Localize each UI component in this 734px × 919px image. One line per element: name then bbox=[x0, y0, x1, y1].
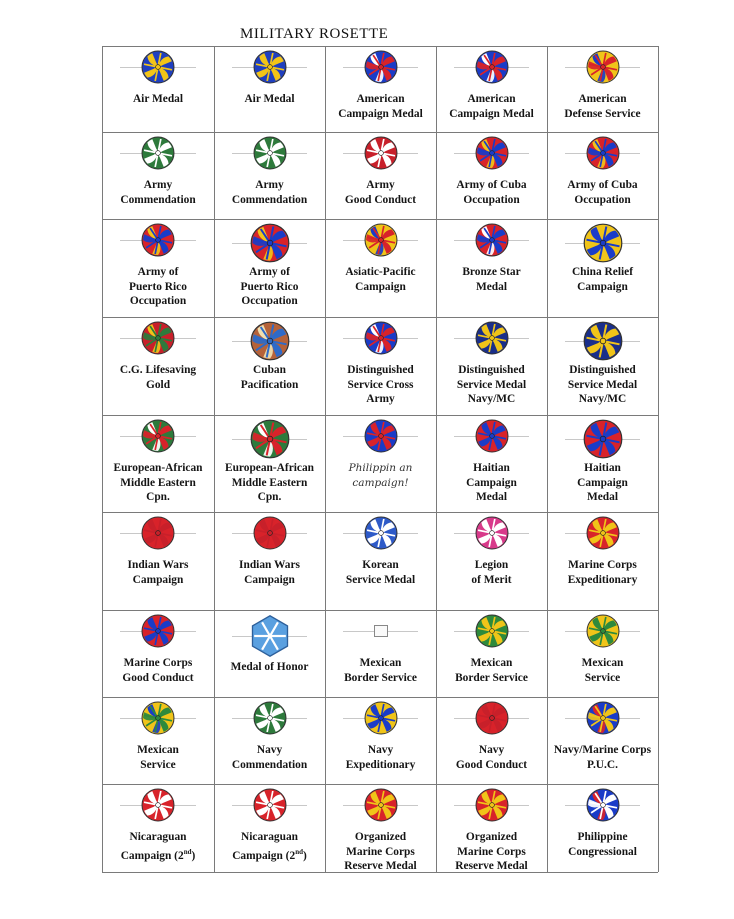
rosette-label bbox=[212, 363, 327, 392]
rosette-cell bbox=[325, 219, 436, 317]
rosette-icon bbox=[250, 419, 290, 459]
rosette-label bbox=[434, 265, 549, 294]
rosette-cell bbox=[436, 610, 547, 697]
rosette-icon bbox=[586, 516, 620, 550]
rosette-icon bbox=[364, 516, 398, 550]
rosette-cell bbox=[325, 132, 436, 219]
rosette-label-text: European-African Middle Eastern Cpn. bbox=[224, 462, 315, 503]
rosette-cell bbox=[325, 317, 436, 415]
rosette-label bbox=[212, 660, 327, 675]
rosette-label bbox=[323, 830, 438, 874]
rosette-icon bbox=[141, 701, 175, 735]
rosette-icon bbox=[364, 50, 398, 84]
rosette-icon bbox=[586, 614, 620, 648]
rosette-icon bbox=[141, 614, 175, 648]
rosette-label-text: Navy Good Conduct bbox=[455, 744, 528, 771]
rosette-cell bbox=[102, 784, 214, 872]
rosette-cell bbox=[214, 415, 325, 512]
rosette-label-text: Air Medal bbox=[132, 93, 184, 105]
rosette-icon bbox=[586, 50, 620, 84]
rosette-icon bbox=[253, 136, 287, 170]
rosette-label bbox=[545, 265, 660, 294]
rosette-icon bbox=[475, 614, 509, 648]
rosette-label bbox=[323, 363, 438, 407]
rosette-icon bbox=[364, 419, 398, 453]
rosette-label-text: Cuban Pacification bbox=[240, 364, 299, 391]
rosette-label-text: Mexican Service bbox=[137, 744, 179, 771]
rosette-label bbox=[100, 92, 216, 107]
rosette-icon bbox=[475, 419, 509, 453]
rosette-grid bbox=[102, 46, 658, 872]
rosette-icon bbox=[141, 136, 175, 170]
rosette-icon bbox=[364, 223, 398, 257]
rosette-cell bbox=[547, 46, 658, 132]
rosette-label-text: Distinguished Service Cross Army bbox=[347, 364, 414, 405]
rosette-cell bbox=[547, 415, 658, 512]
rosette-cell bbox=[214, 610, 325, 697]
rosette-label bbox=[100, 558, 216, 587]
rosette-label-text: Distinguished Service Medal Navy/MC bbox=[456, 364, 527, 405]
rosette-icon bbox=[253, 50, 287, 84]
rosette-label-text: Organized Marine Corps Reserve Medal bbox=[344, 831, 417, 872]
rosette-label-text: Army Commendation bbox=[231, 179, 308, 206]
rosette-cell bbox=[436, 132, 547, 219]
rosette-cell bbox=[436, 697, 547, 784]
rosette-icon bbox=[586, 788, 620, 822]
rosette-label bbox=[212, 461, 327, 505]
rosette-icon bbox=[364, 788, 398, 822]
rosette-cell bbox=[214, 784, 325, 872]
rosette-cell bbox=[102, 46, 214, 132]
rosette-label-text: Medal of Honor bbox=[230, 661, 309, 673]
rosette-label bbox=[323, 178, 438, 207]
rosette-label bbox=[100, 743, 216, 772]
rosette-cell bbox=[325, 415, 436, 512]
rosette-icon bbox=[141, 419, 175, 453]
rosette-cell bbox=[102, 219, 214, 317]
rosette-label bbox=[323, 558, 438, 587]
rosette-icon bbox=[583, 419, 623, 459]
rosette-label bbox=[100, 656, 216, 685]
rosette-label-text: Asiatic-Pacific Campaign bbox=[345, 266, 416, 293]
rosette-label-text: Organized Marine Corps Reserve Medal bbox=[455, 831, 528, 872]
rosette-cell bbox=[214, 512, 325, 610]
rosette-icon bbox=[141, 788, 175, 822]
rosette-cell bbox=[547, 132, 658, 219]
rosette-label-text: Legion of Merit bbox=[471, 559, 512, 586]
rosette-icon bbox=[141, 50, 175, 84]
rosette-label bbox=[434, 743, 549, 772]
rosette-label-superscript: nd bbox=[295, 847, 303, 856]
rosette-icon bbox=[475, 136, 509, 170]
rosette-label-text: European-African Middle Eastern Cpn. bbox=[113, 462, 203, 503]
rosette-label bbox=[323, 743, 438, 772]
rosette-label bbox=[323, 461, 438, 491]
rosette-label bbox=[212, 743, 327, 772]
rosette-icon bbox=[475, 516, 509, 550]
rosette-icon bbox=[253, 701, 287, 735]
rosette-label-text: American Defense Service bbox=[564, 93, 641, 120]
rosette-label-text: Mexican Border Service bbox=[455, 657, 528, 684]
rosette-label bbox=[323, 656, 438, 685]
rosette-label-text: Air Medal bbox=[244, 93, 295, 105]
rosette-label bbox=[100, 363, 216, 392]
rosette-label-text: American Campaign Medal bbox=[449, 93, 534, 120]
rosette-cell bbox=[325, 512, 436, 610]
rosette-cell bbox=[102, 132, 214, 219]
rosette-label bbox=[434, 92, 549, 121]
rosette-label bbox=[545, 830, 660, 859]
rosette-label-text: Bronze Star Medal bbox=[462, 266, 521, 293]
rosette-label bbox=[434, 830, 549, 874]
rosette-icon bbox=[586, 136, 620, 170]
rosette-label bbox=[434, 656, 549, 685]
rosette-cell bbox=[102, 610, 214, 697]
rosette-cell bbox=[325, 610, 436, 697]
rosette-icon bbox=[364, 701, 398, 735]
rosette-label-text: Haitian Campaign Medal bbox=[466, 462, 517, 503]
rosette-label bbox=[323, 92, 438, 121]
rosette-cell bbox=[436, 46, 547, 132]
rosette-label-text: Nicaraguan Campaign (2 bbox=[232, 831, 298, 862]
rosette-label-text: Mexican Service bbox=[581, 657, 624, 684]
rosette-icon bbox=[141, 223, 175, 257]
rosette-label-text: Marine Corps Expeditionary bbox=[567, 559, 638, 586]
rosette-icon bbox=[141, 516, 175, 550]
rosette-cell bbox=[102, 697, 214, 784]
rosette-icon bbox=[253, 516, 287, 550]
rosette-icon bbox=[364, 321, 398, 355]
rosette-icon bbox=[475, 223, 509, 257]
rosette-label bbox=[323, 265, 438, 294]
rosette-icon bbox=[583, 321, 623, 361]
rosette-label-text: Army Commendation bbox=[120, 179, 196, 206]
rosette-label-text: Nicaraguan Campaign (2 bbox=[120, 831, 187, 862]
rosette-label bbox=[434, 558, 549, 587]
rosette-cell bbox=[102, 317, 214, 415]
rosette-label-text: Indian Wars Campaign bbox=[239, 559, 300, 586]
rosette-cell bbox=[547, 784, 658, 872]
rosette-label bbox=[545, 558, 660, 587]
rosette-label bbox=[545, 461, 660, 505]
rosette-label-text: Mexican Border Service bbox=[344, 657, 417, 684]
rosette-icon bbox=[475, 788, 509, 822]
rosette-cell bbox=[214, 219, 325, 317]
rosette-cell bbox=[547, 697, 658, 784]
rosette-label-tail: ) bbox=[302, 849, 307, 862]
rosette-label-tail: ) bbox=[191, 849, 196, 862]
rosette-icon bbox=[583, 223, 623, 263]
rosette-label-text: Army of Puerto Rico Occupation bbox=[240, 266, 299, 307]
rosette-label-text: Army of Cuba Occupation bbox=[567, 179, 638, 206]
rosette-cell bbox=[547, 512, 658, 610]
rosette-icon bbox=[250, 223, 290, 263]
rosette-label-text: Indian Wars Campaign bbox=[127, 559, 189, 586]
rosette-cell bbox=[214, 697, 325, 784]
rosette-label-text: Marine Corps Good Conduct bbox=[122, 657, 194, 684]
rosette-icon bbox=[475, 321, 509, 355]
rosette-cell bbox=[547, 610, 658, 697]
rosette-label bbox=[212, 178, 327, 207]
rosette-cell bbox=[436, 317, 547, 415]
empty-slot bbox=[374, 625, 388, 637]
rosette-label bbox=[100, 461, 216, 505]
rosette-label-text: Navy Commendation bbox=[231, 744, 308, 771]
rosette-cell bbox=[325, 697, 436, 784]
rosette-label bbox=[545, 92, 660, 121]
rosette-label bbox=[545, 656, 660, 685]
rosette-cell bbox=[214, 317, 325, 415]
rosette-cell bbox=[102, 415, 214, 512]
rosette-cell bbox=[547, 317, 658, 415]
rosette-icon bbox=[475, 701, 509, 735]
rosette-icon bbox=[475, 50, 509, 84]
rosette-cell bbox=[325, 784, 436, 872]
rosette-label-text: Haitian Campaign Medal bbox=[577, 462, 628, 503]
rosette-cell bbox=[436, 415, 547, 512]
rosette-icon bbox=[364, 136, 398, 170]
rosette-cell bbox=[102, 512, 214, 610]
rosette-label-text: Korean Service Medal bbox=[345, 559, 416, 586]
rosette-cell bbox=[436, 784, 547, 872]
rosette-label-text: Army Good Conduct bbox=[344, 179, 417, 206]
rosette-label-text: Navy/Marine Corps P.U.C. bbox=[553, 744, 652, 771]
rosette-icon bbox=[253, 788, 287, 822]
rosette-label bbox=[212, 830, 327, 863]
rosette-icon bbox=[141, 321, 175, 355]
rosette-label bbox=[212, 558, 327, 587]
page-title: MILITARY ROSETTE bbox=[240, 26, 389, 42]
rosette-label bbox=[434, 363, 549, 407]
rosette-label-text: Philippine Congressional bbox=[568, 831, 637, 858]
rosette-label-text: China Relief Campaign bbox=[571, 266, 634, 293]
rosette-label bbox=[100, 265, 216, 309]
rosette-label bbox=[100, 830, 216, 863]
rosette-cell bbox=[436, 512, 547, 610]
rosette-icon bbox=[250, 321, 290, 361]
rosette-icon bbox=[586, 701, 620, 735]
rosette-label bbox=[212, 265, 327, 309]
rosette-label-text: Philippin an campaign! bbox=[348, 462, 413, 489]
rosette-label-superscript: nd bbox=[183, 847, 192, 856]
rosette-label bbox=[545, 743, 660, 772]
rosette-label bbox=[100, 178, 216, 207]
rosette-cell bbox=[214, 132, 325, 219]
rosette-label-text: Navy Expeditionary bbox=[345, 744, 416, 771]
rosette-label-text: Army of Cuba Occupation bbox=[456, 179, 527, 206]
rosette-cell bbox=[436, 219, 547, 317]
rosette-cell bbox=[214, 46, 325, 132]
rosette-label-text: Army of Puerto Rico Occupation bbox=[129, 266, 187, 307]
rosette-label bbox=[434, 178, 549, 207]
rosette-label-text: Distinguished Service Medal Navy/MC bbox=[567, 364, 638, 405]
rosette-label bbox=[434, 461, 549, 505]
rosette-cell bbox=[325, 46, 436, 132]
rosette-label bbox=[212, 92, 327, 107]
rosette-cell bbox=[547, 219, 658, 317]
rosette-label-text: C.G. Lifesaving Gold bbox=[119, 364, 197, 391]
rosette-icon bbox=[248, 614, 292, 658]
rosette-label bbox=[545, 178, 660, 207]
rosette-label-text: American Campaign Medal bbox=[338, 93, 423, 120]
rosette-label bbox=[545, 363, 660, 407]
